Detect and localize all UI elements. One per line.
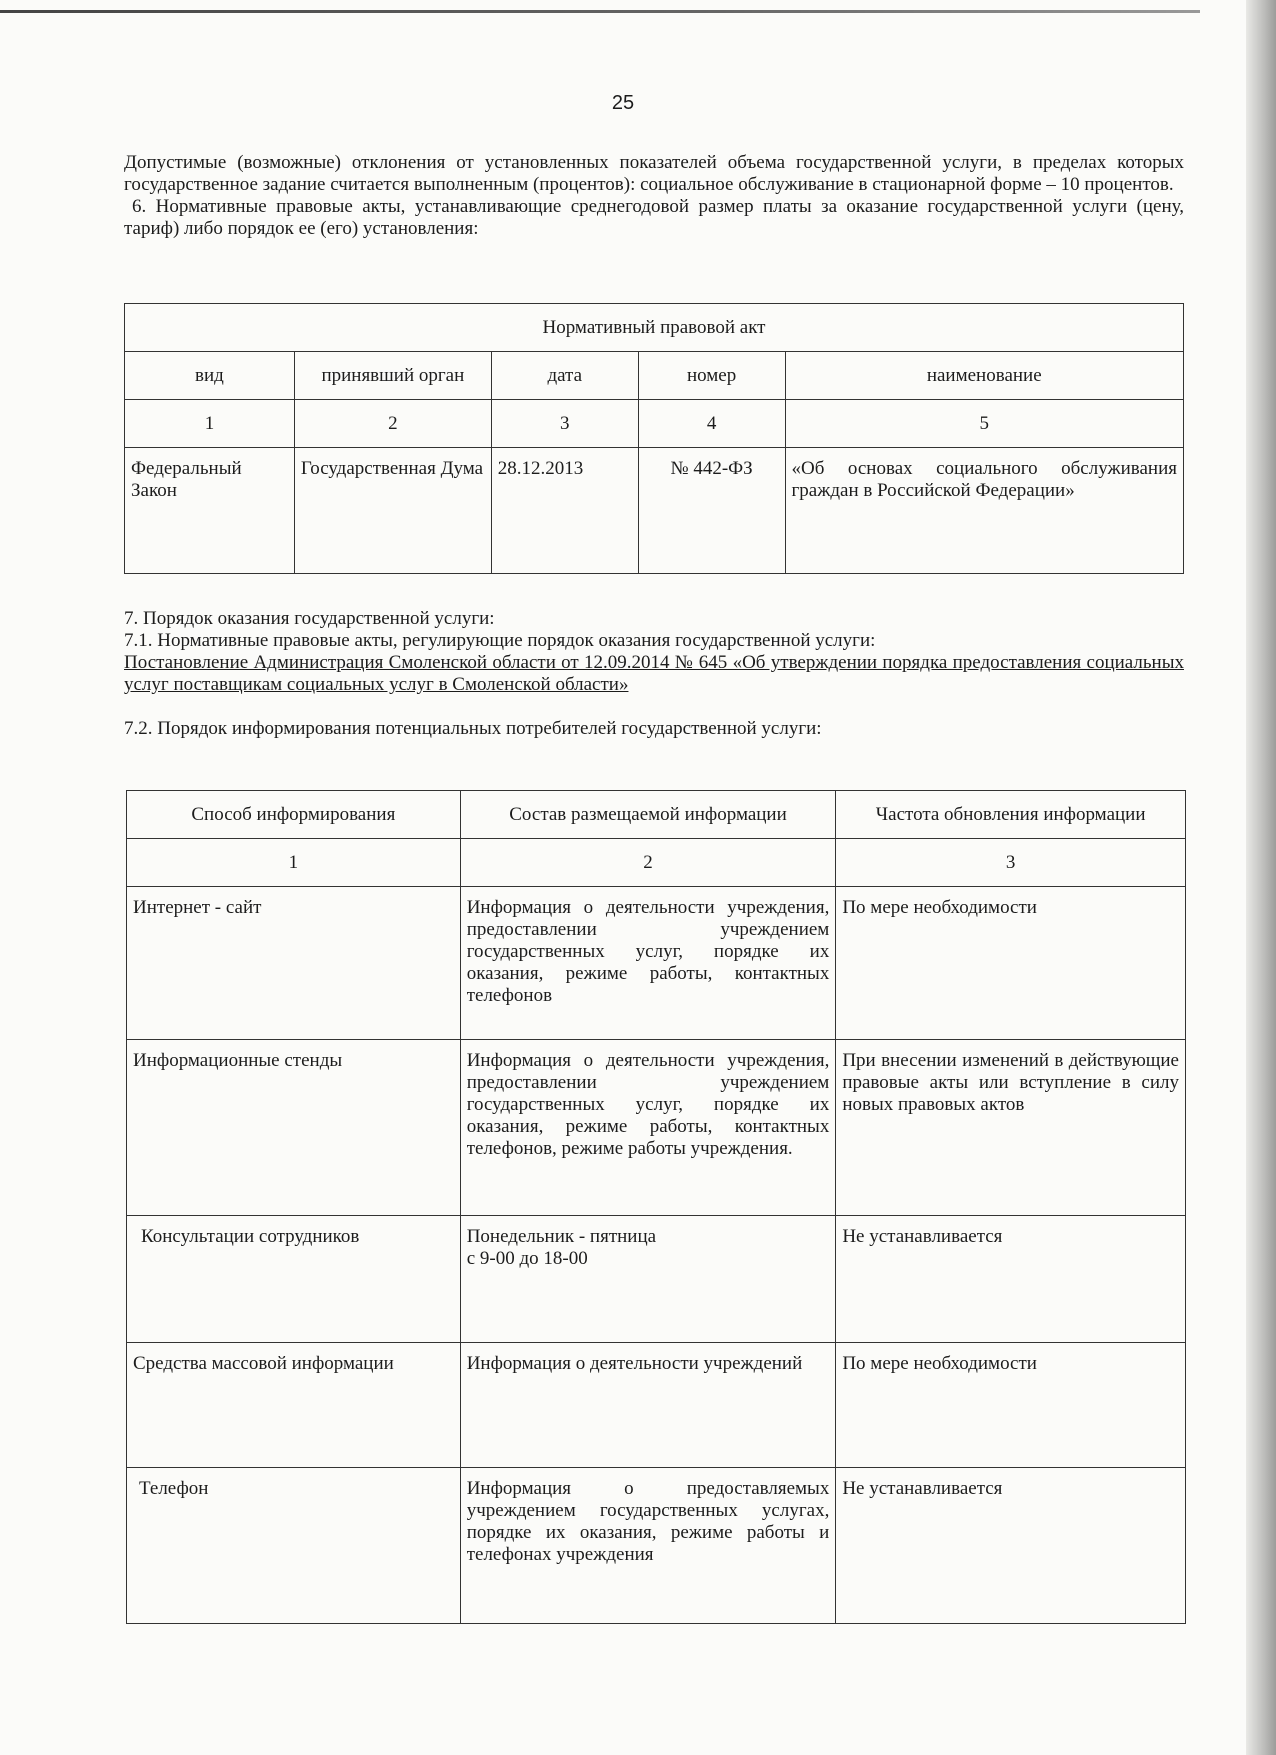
table-row [127, 887, 1186, 1040]
info-header-frequency: Частота обновления информации [836, 791, 1186, 839]
info-table [126, 790, 1186, 1624]
info-col-number: 2 [460, 839, 836, 887]
info-content: Информация о предоставляемых учреждением государственных услугах, порядке их оказания, режиме работы и телефонах учреждения [460, 1468, 836, 1624]
table-row [127, 1216, 1186, 1343]
info-frequency: Не устанавливается [836, 1468, 1186, 1624]
info-method: Телефон [127, 1468, 461, 1624]
info-method: Консультации сотрудников [127, 1216, 461, 1343]
acts-header-number: номер [638, 352, 785, 400]
act-date: 28.12.2013 [491, 448, 638, 574]
acts-col-number: 3 [491, 400, 638, 448]
info-header-method: Способ информирования [127, 791, 461, 839]
table-row [127, 1343, 1186, 1468]
info-frequency: Не устанавливается [836, 1216, 1186, 1343]
section-6-heading: 6. Нормативные правовые акты, устанавливающие среднегодовой размер платы за оказание государственной услуги (цену, тариф) либо порядок ее (его) установления: [124, 196, 1184, 239]
regulation-reference: Постановление Администрация Смоленской области от 12.09.2014 № 645 «Об утверждении порядка предоставления социальных услуг поставщикам социальных услуг в Смоленской области» [124, 652, 1184, 695]
table-row [127, 1468, 1186, 1624]
acts-header-kind: вид [125, 352, 295, 400]
acts-col-number: 1 [125, 400, 295, 448]
table-row [127, 1040, 1186, 1216]
info-frequency: По мере необходимости [836, 1343, 1186, 1468]
info-method: Информационные стенды [127, 1040, 461, 1216]
section-7-title: 7. Порядок оказания государственной услуги: [124, 608, 495, 629]
info-col-number: 3 [836, 839, 1186, 887]
acts-header-date: дата [491, 352, 638, 400]
acts-col-number: 5 [785, 400, 1184, 448]
act-number: № 442-ФЗ [638, 448, 785, 574]
info-content: Информация о деятельности учреждений [460, 1343, 836, 1468]
deviation-paragraph: Допустимые (возможные) отклонения от установленных показателей объема государственной услуги, в пределах которых государственное задание считается выполненным (процентов): социальное обслуживание в стационарной форме – 10 процентов. [124, 152, 1184, 195]
acts-table-caption: Нормативный правовой акт [125, 304, 1184, 352]
scan-right-edge [1246, 0, 1276, 1755]
page-number: 25 [611, 92, 635, 114]
info-method: Средства массовой информации [127, 1343, 461, 1468]
info-header-content: Состав размещаемой информации [460, 791, 836, 839]
acts-header-name: наименование [785, 352, 1184, 400]
section-7 [124, 608, 1184, 740]
info-frequency: При внесении изменений в действующие правовые акты или вступление в силу новых правовых актов [836, 1040, 1186, 1216]
info-col-number: 1 [127, 839, 461, 887]
info-content: Информация о деятельности учреждения, предоставлении учреждением государственных услуг, порядке их оказания, режиме работы, контактных телефонов, режиме работы учреждения. [460, 1040, 836, 1216]
section-7-2: 7.2. Порядок информирования потенциальных потребителей государственной услуги: [124, 718, 822, 739]
acts-header-organ: принявший орган [294, 352, 491, 400]
acts-col-number: 4 [638, 400, 785, 448]
act-name: «Об основах социального обслуживания граждан в Российской Федерации» [785, 448, 1184, 574]
info-content: Информация о деятельности учреждения, предоставлении учреждением государственных услуг, порядке их оказания, режиме работы, контактных телефонов [460, 887, 836, 1040]
scan-top-edge [0, 10, 1200, 13]
table-row [125, 448, 1184, 574]
act-organ: Государственная Дума [294, 448, 491, 574]
info-frequency: По мере необходимости [836, 887, 1186, 1040]
section-7-1: 7.1. Нормативные правовые акты, регулирующие порядок оказания государственной услуги: [124, 630, 876, 651]
info-method: Интернет - сайт [127, 887, 461, 1040]
info-content: Понедельник - пятница с 9-00 до 18-00 [460, 1216, 836, 1343]
acts-col-number: 2 [294, 400, 491, 448]
acts-table [124, 303, 1184, 574]
act-kind: Федеральный Закон [125, 448, 295, 574]
intro-text [124, 152, 1184, 240]
